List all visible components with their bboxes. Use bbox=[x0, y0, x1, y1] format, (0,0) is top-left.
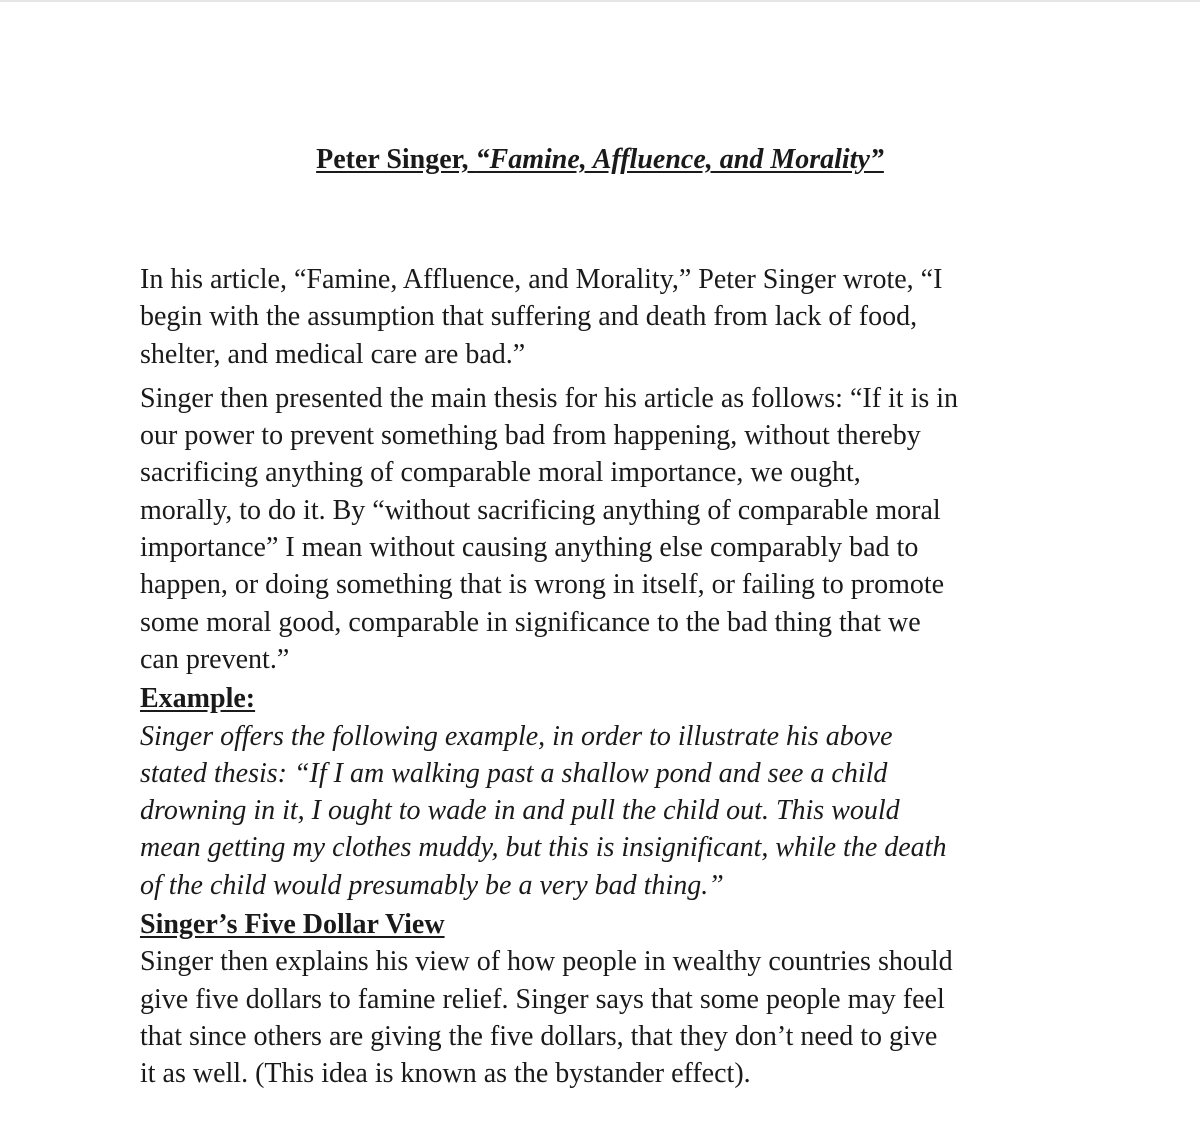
text-line: that since others are giving the five dollars, that they don’t need to give bbox=[140, 1020, 938, 1052]
title-author: Peter Singer, bbox=[316, 144, 476, 175]
text-line: begin with the assumption that suffering and death from lack of food, bbox=[140, 301, 918, 333]
text-line: it as well. (This idea is known as the bystander effect). bbox=[140, 1058, 751, 1090]
title-work: “Famine, Affluence, and Morality” bbox=[475, 144, 884, 175]
text-line: give five dollars to famine relief. Singer says that some people may feel bbox=[140, 983, 945, 1015]
example-paragraph bbox=[140, 718, 1100, 904]
text-line: morally, to do it. By “without sacrificing anything of comparable moral bbox=[140, 494, 941, 526]
document-body bbox=[140, 261, 1100, 1093]
text-line: mean getting my clothes muddy, but this is insignificant, while the death bbox=[140, 832, 947, 864]
example-heading: Example: bbox=[140, 683, 256, 715]
text-line: In his article, “Famine, Affluence, and Morality,” Peter Singer wrote, “I bbox=[140, 264, 943, 295]
text-line: stated thesis: “If I am walking past a shallow pond and see a child bbox=[140, 757, 888, 789]
text-line: happen, or doing something that is wrong in itself, or failing to promote bbox=[140, 569, 945, 601]
text-line: drowning in it, I ought to wade in and pull the child out. This would bbox=[140, 795, 900, 827]
text-line: Singer then explains his view of how people in wealthy countries should bbox=[140, 946, 953, 978]
text-line: importance” I mean without causing anything else comparably bad to bbox=[140, 532, 919, 564]
five-dollar-heading: Singer’s Five Dollar View bbox=[140, 909, 445, 941]
document-title bbox=[0, 142, 1200, 178]
text-line: Singer then presented the main thesis for his article as follows: “If it is in bbox=[140, 382, 959, 414]
text-line: our power to prevent something bad from happening, without thereby bbox=[140, 420, 921, 452]
text-line: shelter, and medical care are bad.” bbox=[140, 338, 526, 370]
text-line: some moral good, comparable in significance to the bad thing that we bbox=[140, 606, 921, 638]
intro-paragraph bbox=[140, 261, 1100, 373]
text-line: Singer offers the following example, in order to illustrate his above bbox=[140, 720, 893, 752]
five-dollar-paragraph bbox=[140, 943, 1100, 1092]
thesis-paragraph bbox=[140, 380, 1100, 678]
text-line: sacrificing anything of comparable moral importance, we ought, bbox=[140, 457, 861, 489]
text-line: of the child would presumably be a very bad thing.” bbox=[140, 869, 724, 901]
text-line: can prevent.” bbox=[140, 643, 290, 675]
